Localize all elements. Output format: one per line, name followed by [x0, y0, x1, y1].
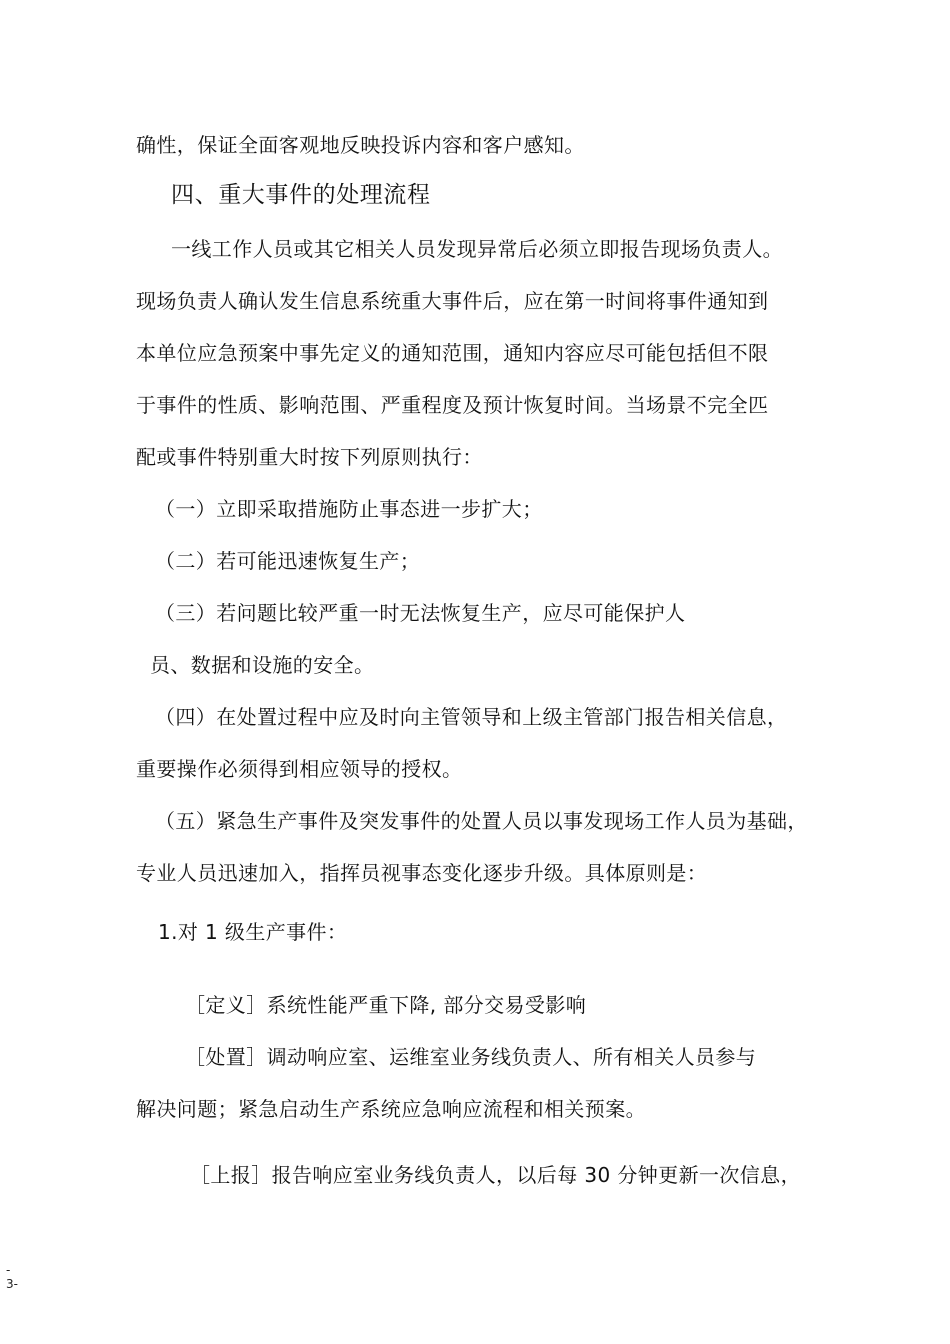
paragraph-line-1: 确性，保证全面客观地反映投诉内容和客户感知。 — [136, 133, 585, 157]
paragraph-line-4: 现场负责人确认发生信息系统重大事件后，应在第一时间将事件通知到 — [136, 289, 769, 313]
paragraph-line-5: 本单位应急预案中事先定义的通知范围，通知内容应尽可能包括但不限 — [136, 341, 769, 365]
paragraph-line-7: 配或事件特别重大时按下列原则执行： — [136, 445, 483, 469]
paragraph-line-6: 于事件的性质、影响范围、严重程度及预计恢复时间。当场景不完全匹 — [136, 393, 769, 417]
report-line: ［上报］报告响应室业务线负责人，以后每 30 分钟更新一次信息， — [190, 1163, 801, 1187]
handling-line: ［处置］调动响应室、运维室业务线负责人、所有相关人员参与 — [185, 1045, 757, 1069]
list-item-5-continued: 专业人员迅速加入，指挥员视事态变化逐步升级。具体原则是： — [136, 861, 708, 885]
page-number: 3- — [6, 1277, 18, 1291]
list-item-3: （三）若问题比较严重一时无法恢复生产，应尽可能保护人 — [155, 601, 686, 625]
list-item-5: （五）紧急生产事件及突发事件的处置人员以事发现场工作人员为基础， — [155, 809, 808, 833]
sub-item-title: 1.对 1 级生产事件： — [158, 920, 348, 944]
list-item-2: （二）若可能迅速恢复生产； — [155, 549, 421, 573]
section-heading: 四、重大事件的处理流程 — [171, 182, 431, 208]
list-item-4: （四）在处置过程中应及时向主管领导和上级主管部门报告相关信息， — [155, 705, 788, 729]
page-footer — [6, 1263, 18, 1291]
definition-line: ［定义］系统性能严重下降, 部分交易受影响 — [185, 993, 587, 1017]
handling-line-continued: 解决问题；紧急启动生产系统应急响应流程和相关预案。 — [136, 1097, 646, 1121]
list-item-1: （一）立即采取措施防止事态进一步扩大； — [155, 497, 543, 521]
paragraph-line-3: 一线工作人员或其它相关人员发现异常后必须立即报告现场负责人。 — [171, 237, 783, 261]
list-item-3-continued: 员、数据和设施的安全。 — [150, 653, 375, 677]
list-item-4-continued: 重要操作必须得到相应领导的授权。 — [136, 757, 463, 781]
footer-dash: - — [6, 1263, 11, 1277]
